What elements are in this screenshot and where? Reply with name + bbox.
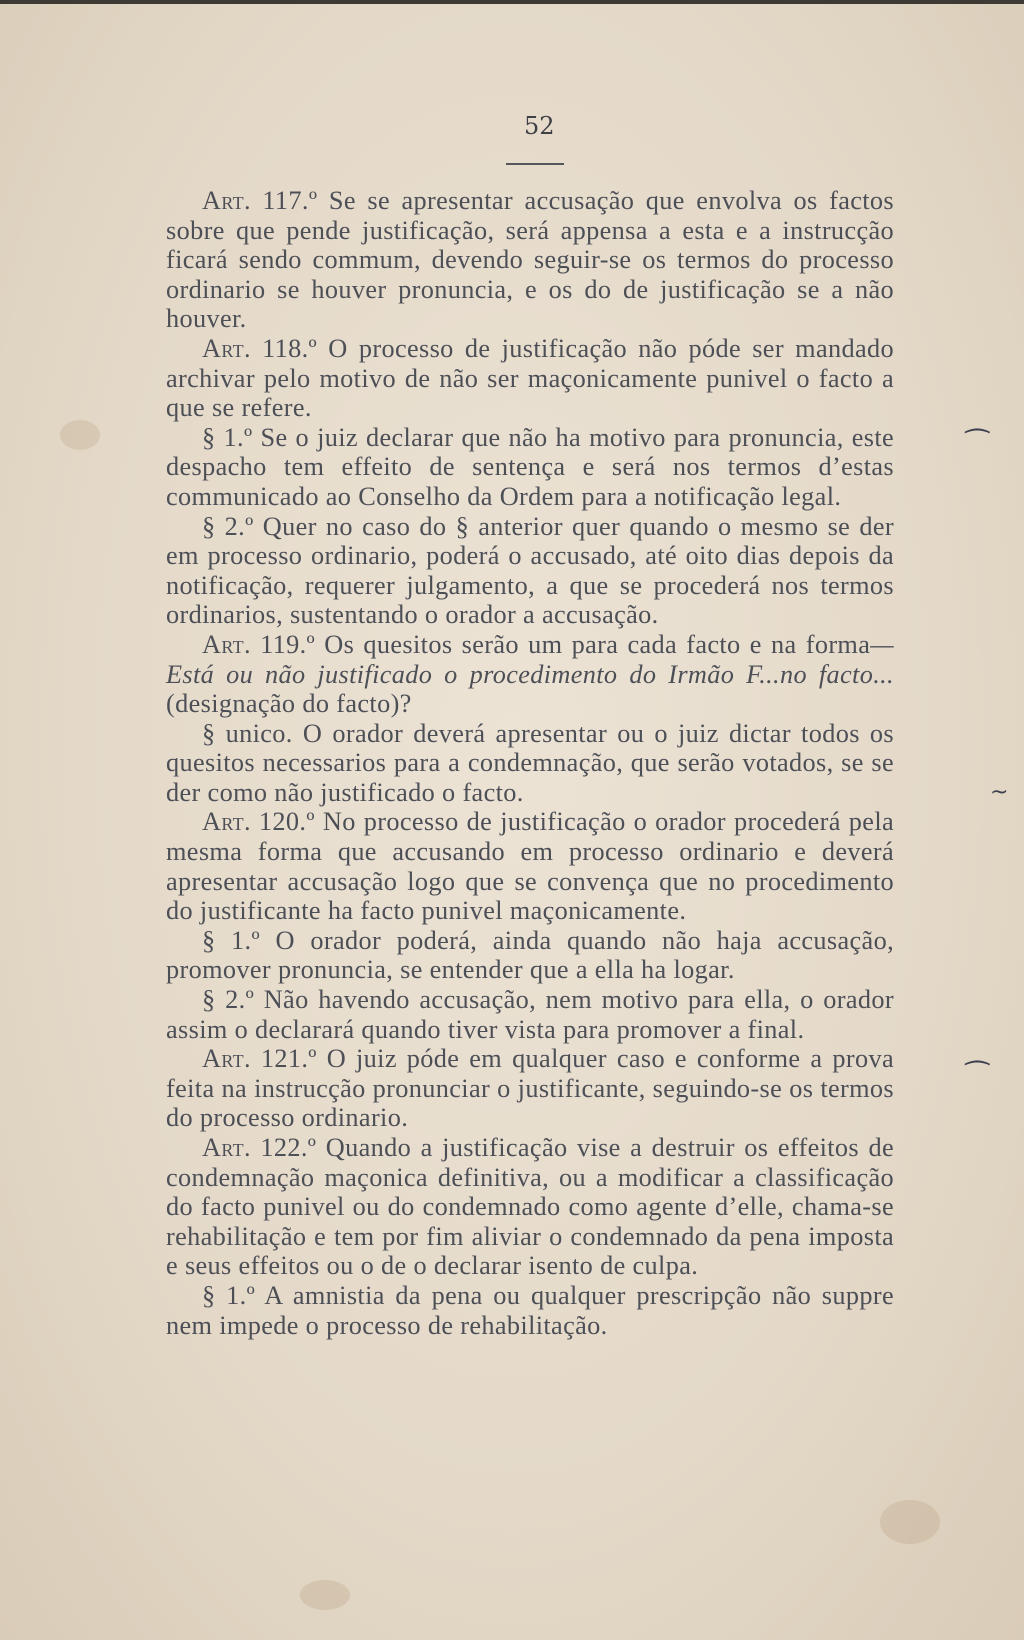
margin-ink-mark: ~ (990, 780, 1009, 805)
article-label: Art. (202, 1133, 251, 1162)
paragraph-text: 119.º Os quesitos serão um para cada facto e na forma (250, 629, 871, 659)
paragraph-text: 118.º O processo de justificação não póde ser mandado archivar pelo motivo de não ser maçonicamente punivel o facto a que se refere. (166, 333, 894, 423)
paragraph-art-121 (166, 1044, 894, 1133)
paragraph-art-120-section-1 (166, 926, 894, 985)
paragraph-text-after: (designação do facto)? (166, 689, 412, 719)
paper-stain (300, 1580, 350, 1610)
paragraph-art-119 (166, 630, 894, 719)
paragraph-text: § 1.º A amnistia da pena ou qualquer prescripção não suppre nem impede o processo de rehabilitação. (166, 1280, 894, 1340)
paragraph-art-120-section-2 (166, 985, 894, 1044)
paragraph-art-122 (166, 1133, 894, 1281)
body-text (166, 186, 894, 1340)
paragraph-art-117 (166, 186, 894, 334)
article-label: Art. (202, 333, 251, 363)
paragraph-text: 117.º Se se apresentar accusação que envolva os factos sobre que pende justificação, será appensa a esta e a instrucção ficará sendo commum, devendo seguir-se os termos do processo ordinario se houver pronuncia, e os do de justificação se a não houver. (166, 186, 894, 334)
paragraph-text: § unico. O orador deverá apresentar ou o juiz dictar todos os quesitos necessarios para a condemnação, que serão votados, se se der como não justificado o facto. (166, 718, 894, 807)
paragraph-art-118-section-1 (166, 423, 894, 512)
article-label: Art. (202, 629, 251, 659)
margin-ink-mark: ⁀ (966, 1060, 989, 1093)
paragraph-text: 122.º Quando a justificação vise a destruir os effeitos de condemnação maçonica definitiva, ou a modificar a classificação do facto punivel ou do condemnado como agente d’elle, chama-se rehabilitação e tem por fim aliviar o condemnado da pena imposta e seus effeitos ou o de o declarar isento de culpa. (166, 1133, 894, 1281)
paragraph-text: § 2.º Não havendo accusação, nem motivo para ella, o orador assim o declarará quando tiver vista para promover a final. (166, 985, 894, 1044)
page-number: 52 (524, 112, 555, 140)
page-number-rule (506, 163, 564, 165)
paragraph-art-119-section-unico (166, 719, 894, 808)
page-top-edge (0, 0, 1024, 4)
paragraph-art-118-section-2 (166, 512, 894, 630)
paragraph-art-118 (166, 334, 894, 423)
paragraph-text: § 1.º Se o juiz declarar que não ha motivo para pronuncia, este despacho tem effeito de sentença e será nos termos d’estas communicado ao Conselho da Ordem para a notificação legal. (166, 422, 894, 511)
paragraph-text: 121.º O juiz póde em qualquer caso e conforme a prova feita na instrucção pronunciar o justificante, seguindo-se os termos do processo ordinario. (166, 1044, 894, 1133)
paper-stain (880, 1500, 940, 1544)
paragraph-text: § 2.º Quer no caso do § anterior quer quando o mesmo se der em processo ordinario, poderá o accusado, até oito dias depois da notificação, requerer julgamento, a que se procederá nos termos ordinarios, sustentando o orador a accusação. (166, 511, 894, 630)
paragraph-art-122-section-1 (166, 1281, 894, 1340)
article-label: Art. (202, 186, 251, 215)
paper-stain (60, 420, 100, 450)
paragraph-text: 120.º No processo de justificação o orador procederá pela mesma forma que accusando em processo ordinario e deverá apresentar accusação logo que se convença que no procedimento do justificante ha facto punivel maçonicamente. (166, 807, 894, 926)
margin-ink-mark: ⁀ (966, 428, 989, 461)
article-label: Art. (202, 1044, 251, 1074)
article-label: Art. (202, 807, 251, 837)
paragraph-art-120 (166, 807, 894, 925)
paragraph-italic-formula: —Está ou não justificado o procedimento do Irmão F...no facto... (166, 629, 894, 689)
paragraph-text: § 1.º O orador poderá, ainda quando não haja accusação, promover pronuncia, se entender que a ella ha logar. (166, 925, 894, 985)
